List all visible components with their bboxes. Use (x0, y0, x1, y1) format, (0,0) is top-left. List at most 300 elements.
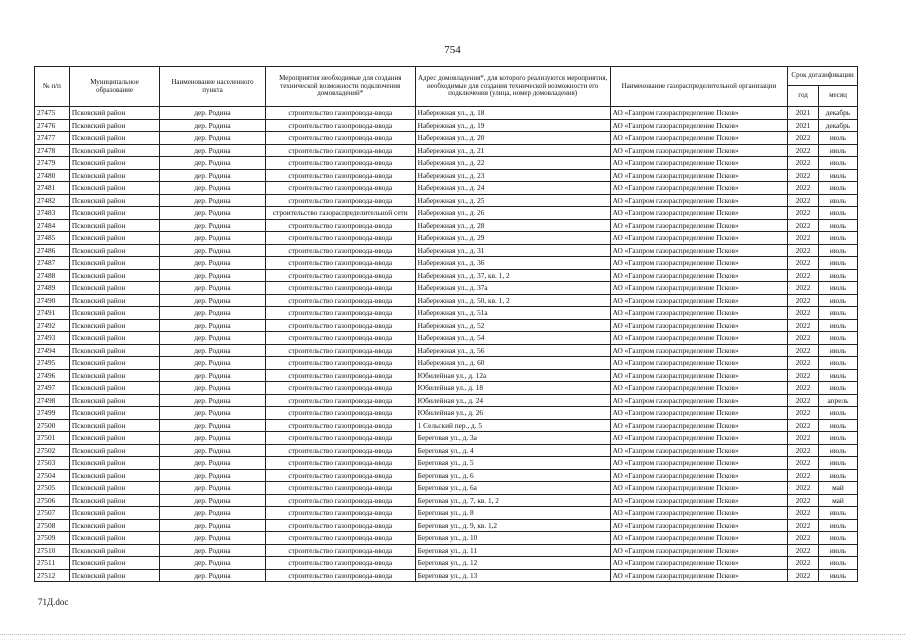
cell-month: июль (818, 444, 857, 457)
cell-organization: АО «Газпром газораспределение Псков» (610, 169, 788, 182)
cell-municipality: Псковский район (69, 407, 159, 420)
cell-address: Набережная ул., д. 25 (415, 194, 610, 207)
cell-year: 2022 (788, 307, 819, 320)
table-row (35, 319, 858, 332)
cell-address: Набережная ул., д. 54 (415, 332, 610, 345)
table-row (35, 132, 858, 145)
cell-month: июль (818, 357, 857, 370)
cell-month: июль (818, 207, 857, 220)
table-row (35, 369, 858, 382)
cell-month: июль (818, 182, 857, 195)
cell-municipality: Псковский район (69, 369, 159, 382)
cell-num: 27494 (35, 344, 70, 357)
table-row (35, 157, 858, 170)
cell-locality: дер. Родина (160, 307, 266, 320)
cell-year: 2022 (788, 319, 819, 332)
cell-activity: строительство газопровода-ввода (265, 432, 415, 445)
cell-address: Юбилейная ул., д. 18 (415, 382, 610, 395)
cell-locality: дер. Родина (160, 182, 266, 195)
cell-locality: дер. Родина (160, 269, 266, 282)
cell-activity: строительство газопровода-ввода (265, 232, 415, 245)
cell-organization: АО «Газпром газораспределение Псков» (610, 119, 788, 132)
header-activity: Мероприятия необходимые для создания технической возможности подключения домовладений* (265, 67, 415, 107)
cell-num: 27511 (35, 557, 70, 570)
cell-num: 27486 (35, 244, 70, 257)
cell-num: 27488 (35, 269, 70, 282)
cell-num: 27487 (35, 257, 70, 270)
cell-organization: АО «Газпром газораспределение Псков» (610, 457, 788, 470)
cell-activity: строительство газопровода-ввода (265, 107, 415, 120)
cell-address: Набережная ул., д. 18 (415, 107, 610, 120)
cell-municipality: Псковский район (69, 557, 159, 570)
table-row (35, 169, 858, 182)
cell-month: июль (818, 432, 857, 445)
cell-locality: дер. Родина (160, 144, 266, 157)
cell-address: Набережная ул., д. 22 (415, 157, 610, 170)
cell-year: 2022 (788, 557, 819, 570)
cell-num: 27493 (35, 332, 70, 345)
cell-num: 27483 (35, 207, 70, 220)
cell-activity: строительство газопровода-ввода (265, 407, 415, 420)
cell-activity: строительство газопровода-ввода (265, 169, 415, 182)
cell-organization: АО «Газпром газораспределение Псков» (610, 244, 788, 257)
table-header (35, 67, 858, 107)
cell-municipality: Псковский район (69, 319, 159, 332)
cell-year: 2022 (788, 169, 819, 182)
table-row (35, 344, 858, 357)
header-term: Срок догазификации (788, 67, 858, 86)
cell-address: Юбилейная ул., д. 12а (415, 369, 610, 382)
cell-activity: строительство газопровода-ввода (265, 219, 415, 232)
cell-organization: АО «Газпром газораспределение Псков» (610, 107, 788, 120)
cell-address: Береговая ул., д. 11 (415, 544, 610, 557)
cell-locality: дер. Родина (160, 444, 266, 457)
cell-municipality: Псковский район (69, 182, 159, 195)
table-row (35, 207, 858, 220)
cell-month: июль (818, 407, 857, 420)
header-organization: Наименование газораспределительной организации (610, 67, 788, 107)
cell-locality: дер. Родина (160, 519, 266, 532)
cell-num: 27500 (35, 419, 70, 432)
cell-municipality: Псковский район (69, 457, 159, 470)
header-locality: Наименование населенного пункта (160, 67, 266, 107)
table-row (35, 519, 858, 532)
cell-organization: АО «Газпром газораспределение Псков» (610, 532, 788, 545)
cell-municipality: Псковский район (69, 357, 159, 370)
cell-municipality: Псковский район (69, 232, 159, 245)
cell-month: июль (818, 219, 857, 232)
cell-activity: строительство газопровода-ввода (265, 457, 415, 470)
cell-organization: АО «Газпром газораспределение Псков» (610, 282, 788, 295)
cell-year: 2022 (788, 444, 819, 457)
cell-activity: строительство газопровода-ввода (265, 332, 415, 345)
cell-municipality: Псковский район (69, 419, 159, 432)
cell-address: Набережная ул., д. 51а (415, 307, 610, 320)
cell-organization: АО «Газпром газораспределение Псков» (610, 232, 788, 245)
cell-num: 27480 (35, 169, 70, 182)
cell-activity: строительство газопровода-ввода (265, 532, 415, 545)
cell-activity: строительство газопровода-ввода (265, 357, 415, 370)
cell-month: май (818, 482, 857, 495)
cell-year: 2022 (788, 519, 819, 532)
table-row (35, 419, 858, 432)
cell-address: Набережная ул., д. 56 (415, 344, 610, 357)
cell-municipality: Псковский район (69, 544, 159, 557)
cell-address: Набережная ул., д. 19 (415, 119, 610, 132)
cell-num: 27496 (35, 369, 70, 382)
cell-year: 2022 (788, 232, 819, 245)
cell-address: Набережная ул., д. 50, кв. 1, 2 (415, 294, 610, 307)
cell-num: 27507 (35, 507, 70, 520)
table-row (35, 469, 858, 482)
cell-locality: дер. Родина (160, 544, 266, 557)
cell-address: Юбилейная ул., д. 26 (415, 407, 610, 420)
table-row (35, 532, 858, 545)
cell-year: 2022 (788, 182, 819, 195)
cell-organization: АО «Газпром газораспределение Псков» (610, 494, 788, 507)
cell-month: июль (818, 169, 857, 182)
cell-month: июль (818, 419, 857, 432)
cell-address: Береговая ул., д. 6 (415, 469, 610, 482)
cell-activity: строительство газопровода-ввода (265, 182, 415, 195)
cell-month: июль (818, 157, 857, 170)
cell-num: 27495 (35, 357, 70, 370)
cell-num: 27479 (35, 157, 70, 170)
cell-year: 2022 (788, 407, 819, 420)
cell-activity: строительство газопровода-ввода (265, 382, 415, 395)
cell-num: 27476 (35, 119, 70, 132)
cell-address: Набережная ул., д. 29 (415, 232, 610, 245)
header-municipality: Муниципальное образование (69, 67, 159, 107)
cell-organization: АО «Газпром газораспределение Псков» (610, 469, 788, 482)
cell-activity: строительство газопровода-ввода (265, 294, 415, 307)
cell-municipality: Псковский район (69, 432, 159, 445)
cell-year: 2022 (788, 132, 819, 145)
document-file-name: 71Д.doc (38, 597, 69, 607)
header-num: № п/п (35, 67, 70, 107)
table-row (35, 257, 858, 270)
cell-activity: строительство газопровода-ввода (265, 519, 415, 532)
cell-address: Береговая ул., д. 10 (415, 532, 610, 545)
cell-locality: дер. Родина (160, 494, 266, 507)
cell-organization: АО «Газпром газораспределение Псков» (610, 294, 788, 307)
cell-municipality: Псковский район (69, 144, 159, 157)
cell-month: июль (818, 544, 857, 557)
cell-activity: строительство газопровода-ввода (265, 394, 415, 407)
cell-address: Береговая ул., д. 13 (415, 569, 610, 582)
cell-locality: дер. Родина (160, 157, 266, 170)
table-row (35, 107, 858, 120)
table-row (35, 282, 858, 295)
cell-month: май (818, 494, 857, 507)
cell-municipality: Псковский район (69, 257, 159, 270)
cell-activity: строительство газораспределительной сети (265, 207, 415, 220)
cell-num: 27512 (35, 569, 70, 582)
cell-locality: дер. Родина (160, 419, 266, 432)
cell-municipality: Псковский район (69, 494, 159, 507)
cell-organization: АО «Газпром газораспределение Псков» (610, 219, 788, 232)
cell-month: июль (818, 519, 857, 532)
cell-locality: дер. Родина (160, 557, 266, 570)
table-row (35, 232, 858, 245)
cell-municipality: Псковский район (69, 444, 159, 457)
cell-locality: дер. Родина (160, 407, 266, 420)
table-row (35, 194, 858, 207)
cell-locality: дер. Родина (160, 132, 266, 145)
cell-month: июль (818, 369, 857, 382)
cell-locality: дер. Родина (160, 344, 266, 357)
table-row (35, 382, 858, 395)
cell-municipality: Псковский район (69, 282, 159, 295)
table-row (35, 569, 858, 582)
cell-organization: АО «Газпром газораспределение Псков» (610, 444, 788, 457)
cell-activity: строительство газопровода-ввода (265, 119, 415, 132)
cell-num: 27477 (35, 132, 70, 145)
cell-address: Набережная ул., д. 23 (415, 169, 610, 182)
cell-year: 2022 (788, 282, 819, 295)
cell-organization: АО «Газпром газораспределение Псков» (610, 432, 788, 445)
table-row (35, 119, 858, 132)
cell-address: Береговая ул., д. 5 (415, 457, 610, 470)
cell-locality: дер. Родина (160, 294, 266, 307)
cell-activity: строительство газопровода-ввода (265, 269, 415, 282)
cell-month: декабрь (818, 107, 857, 120)
cell-locality: дер. Родина (160, 532, 266, 545)
cell-num: 27501 (35, 432, 70, 445)
cell-locality: дер. Родина (160, 382, 266, 395)
cell-year: 2022 (788, 207, 819, 220)
cell-month: июль (818, 144, 857, 157)
cell-year: 2022 (788, 544, 819, 557)
cell-organization: АО «Газпром газораспределение Псков» (610, 182, 788, 195)
cell-month: июль (818, 194, 857, 207)
cell-address: Набережная ул., д. 52 (415, 319, 610, 332)
cell-municipality: Псковский район (69, 519, 159, 532)
cell-address: 1 Сельский пер., д. 5 (415, 419, 610, 432)
cell-locality: дер. Родина (160, 369, 266, 382)
cell-activity: строительство газопровода-ввода (265, 444, 415, 457)
cell-month: июль (818, 307, 857, 320)
cell-organization: АО «Газпром газораспределение Псков» (610, 519, 788, 532)
cell-num: 27484 (35, 219, 70, 232)
cell-activity: строительство газопровода-ввода (265, 544, 415, 557)
cell-activity: строительство газопровода-ввода (265, 369, 415, 382)
cell-organization: АО «Газпром газораспределение Псков» (610, 332, 788, 345)
cell-municipality: Псковский район (69, 507, 159, 520)
cell-locality: дер. Родина (160, 107, 266, 120)
cell-organization: АО «Газпром газораспределение Псков» (610, 194, 788, 207)
cell-municipality: Псковский район (69, 482, 159, 495)
cell-activity: строительство газопровода-ввода (265, 319, 415, 332)
header-month: месяц (818, 86, 857, 107)
cell-address: Набережная ул., д. 36 (415, 257, 610, 270)
cell-municipality: Псковский район (69, 344, 159, 357)
cell-locality: дер. Родина (160, 569, 266, 582)
cell-organization: АО «Газпром газораспределение Псков» (610, 307, 788, 320)
cell-num: 27489 (35, 282, 70, 295)
cell-activity: строительство газопровода-ввода (265, 282, 415, 295)
cell-organization: АО «Газпром газораспределение Псков» (610, 482, 788, 495)
cell-month: декабрь (818, 119, 857, 132)
cell-year: 2022 (788, 294, 819, 307)
cell-activity: строительство газопровода-ввода (265, 557, 415, 570)
cell-address: Набережная ул., д. 20 (415, 132, 610, 145)
table-row (35, 357, 858, 370)
cell-organization: АО «Газпром газораспределение Псков» (610, 569, 788, 582)
cell-year: 2022 (788, 507, 819, 520)
cell-year: 2022 (788, 269, 819, 282)
cell-locality: дер. Родина (160, 257, 266, 270)
cell-organization: АО «Газпром газораспределение Псков» (610, 344, 788, 357)
cell-locality: дер. Родина (160, 282, 266, 295)
cell-municipality: Псковский район (69, 132, 159, 145)
cell-year: 2022 (788, 244, 819, 257)
cell-num: 27509 (35, 532, 70, 545)
cell-municipality: Псковский район (69, 394, 159, 407)
cell-num: 27475 (35, 107, 70, 120)
cell-year: 2022 (788, 357, 819, 370)
cell-month: июль (818, 557, 857, 570)
cell-year: 2022 (788, 569, 819, 582)
cell-address: Береговая ул., д. 4 (415, 444, 610, 457)
cell-month: июль (818, 282, 857, 295)
cell-month: июль (818, 344, 857, 357)
cell-activity: строительство газопровода-ввода (265, 257, 415, 270)
table-row (35, 219, 858, 232)
cell-municipality: Псковский район (69, 157, 159, 170)
cell-num: 27502 (35, 444, 70, 457)
cell-municipality: Псковский район (69, 569, 159, 582)
cell-activity: строительство газопровода-ввода (265, 144, 415, 157)
table-body (35, 107, 858, 582)
cell-organization: АО «Газпром газораспределение Псков» (610, 407, 788, 420)
cell-month: июль (818, 319, 857, 332)
cell-month: июль (818, 269, 857, 282)
cell-municipality: Псковский район (69, 469, 159, 482)
cell-address: Набережная ул., д. 28 (415, 219, 610, 232)
cell-month: июль (818, 332, 857, 345)
cell-num: 27481 (35, 182, 70, 195)
table-row (35, 294, 858, 307)
table-row (35, 507, 858, 520)
cell-organization: АО «Газпром газораспределение Псков» (610, 319, 788, 332)
cell-municipality: Псковский район (69, 294, 159, 307)
table-row (35, 394, 858, 407)
cell-locality: дер. Родина (160, 507, 266, 520)
cell-activity: строительство газопровода-ввода (265, 469, 415, 482)
cell-year: 2022 (788, 482, 819, 495)
cell-num: 27478 (35, 144, 70, 157)
cell-address: Набережная ул., д. 60 (415, 357, 610, 370)
cell-num: 27506 (35, 494, 70, 507)
cell-month: июль (818, 382, 857, 395)
cell-activity: строительство газопровода-ввода (265, 419, 415, 432)
cell-address: Набережная ул., д. 31 (415, 244, 610, 257)
cell-year: 2022 (788, 332, 819, 345)
header-year: год (788, 86, 819, 107)
cell-year: 2022 (788, 194, 819, 207)
cell-address: Береговая ул., д. 3а (415, 432, 610, 445)
cell-locality: дер. Родина (160, 119, 266, 132)
table-row (35, 307, 858, 320)
cell-num: 27499 (35, 407, 70, 420)
cell-municipality: Псковский район (69, 332, 159, 345)
cell-activity: строительство газопровода-ввода (265, 507, 415, 520)
cell-year: 2022 (788, 382, 819, 395)
cell-organization: АО «Газпром газораспределение Псков» (610, 132, 788, 145)
cell-municipality: Псковский район (69, 219, 159, 232)
cell-address: Береговая ул., д. 12 (415, 557, 610, 570)
cell-municipality: Псковский район (69, 244, 159, 257)
cell-locality: дер. Родина (160, 194, 266, 207)
cell-year: 2022 (788, 419, 819, 432)
cell-organization: АО «Газпром газораспределение Псков» (610, 369, 788, 382)
header-address: Адрес домовладения*, для которого реализуются мероприятия, необходимые для создания технической возможности его подключения (улица, номер домовладения) (415, 67, 610, 107)
cell-month: июль (818, 257, 857, 270)
cell-organization: АО «Газпром газораспределение Псков» (610, 394, 788, 407)
cell-activity: строительство газопровода-ввода (265, 494, 415, 507)
cell-month: июль (818, 569, 857, 582)
page-number: 754 (444, 44, 461, 56)
cell-num: 27504 (35, 469, 70, 482)
cell-activity: строительство газопровода-ввода (265, 194, 415, 207)
cell-month: июль (818, 244, 857, 257)
cell-month: июль (818, 507, 857, 520)
cell-address: Набережная ул., д. 24 (415, 182, 610, 195)
cell-num: 27510 (35, 544, 70, 557)
cell-organization: АО «Газпром газораспределение Псков» (610, 507, 788, 520)
cell-municipality: Псковский район (69, 107, 159, 120)
cell-num: 27482 (35, 194, 70, 207)
cell-year: 2022 (788, 257, 819, 270)
cell-locality: дер. Родина (160, 469, 266, 482)
cell-month: апрель (818, 394, 857, 407)
cell-municipality: Псковский район (69, 307, 159, 320)
table-row (35, 182, 858, 195)
cell-municipality: Псковский район (69, 119, 159, 132)
cell-address: Береговая ул., д. 7, кв. 1, 2 (415, 494, 610, 507)
cell-municipality: Псковский район (69, 207, 159, 220)
table-row (35, 332, 858, 345)
cell-organization: АО «Газпром газораспределение Псков» (610, 257, 788, 270)
table-row (35, 544, 858, 557)
cell-year: 2022 (788, 219, 819, 232)
cell-address: Набережная ул., д. 37а (415, 282, 610, 295)
cell-locality: дер. Родина (160, 244, 266, 257)
cell-year: 2021 (788, 119, 819, 132)
cell-month: июль (818, 294, 857, 307)
cell-num: 27503 (35, 457, 70, 470)
cell-municipality: Псковский район (69, 269, 159, 282)
cell-municipality: Псковский район (69, 194, 159, 207)
cell-month: июль (818, 532, 857, 545)
cell-year: 2022 (788, 457, 819, 470)
cell-activity: строительство газопровода-ввода (265, 157, 415, 170)
cell-year: 2022 (788, 344, 819, 357)
cell-address: Береговая ул., д. 6а (415, 482, 610, 495)
cell-locality: дер. Родина (160, 457, 266, 470)
cell-locality: дер. Родина (160, 432, 266, 445)
cell-year: 2022 (788, 432, 819, 445)
cell-locality: дер. Родина (160, 357, 266, 370)
cell-organization: АО «Газпром газораспределение Псков» (610, 557, 788, 570)
cell-year: 2022 (788, 469, 819, 482)
gasification-table (34, 66, 858, 582)
cell-municipality: Псковский район (69, 382, 159, 395)
cell-address: Юбилейная ул., д. 24 (415, 394, 610, 407)
cell-locality: дер. Родина (160, 219, 266, 232)
cell-organization: АО «Газпром газораспределение Псков» (610, 357, 788, 370)
